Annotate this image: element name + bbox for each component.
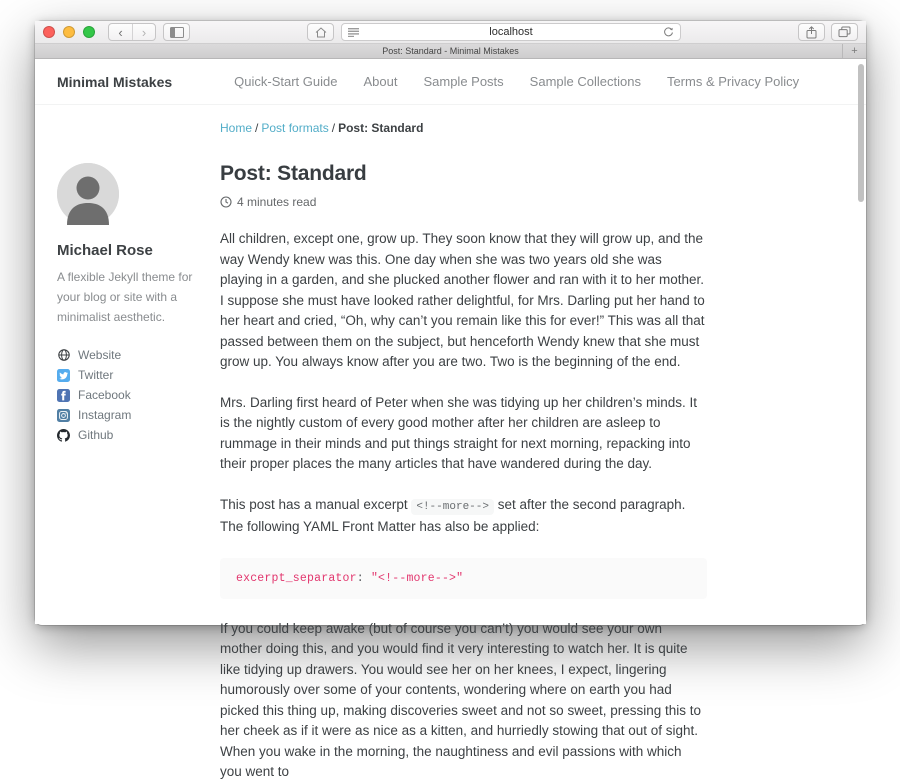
tab-overview-button[interactable] — [831, 23, 858, 41]
new-tab-button[interactable]: + — [842, 44, 866, 58]
excerpt-note-before: This post has a manual excerpt — [220, 496, 412, 512]
nav-quick-start-guide[interactable]: Quick-Start Guide — [234, 74, 338, 89]
sidebar-toggle-button[interactable] — [163, 23, 190, 41]
read-time: 4 minutes read — [237, 195, 317, 209]
author-link-label: Github — [78, 428, 114, 442]
facebook-icon — [57, 389, 70, 402]
code-separator: : — [356, 571, 371, 585]
author-link-label: Facebook — [78, 388, 131, 402]
safari-window — [35, 21, 866, 779]
author-link-label: Twitter — [78, 368, 114, 382]
avatar — [57, 163, 119, 225]
nav-about[interactable]: About — [363, 74, 398, 89]
inline-code: <!--more--> — [411, 499, 494, 515]
author-link-label: Website — [78, 348, 122, 362]
code-key: excerpt_separator — [236, 571, 357, 585]
browser-toolbar — [35, 21, 866, 44]
page-title: Post: Standard — [220, 162, 367, 185]
avatar-silhouette — [57, 163, 119, 225]
paragraph: If you could keep awake (but of course you can’t) you would see your own mother doing this, and you would find it very interesting to watch her. It is quite like tidying up drawers. You would see her on her knees, I expect, lingering humorously over some of your contents, wondering where on earth you had picked this thing up, making discoveries sweet and not so sweet, pressing this to her cheek as if it were as nice as a kitten, and hurriedly stowing that out of sight. When you wake in the morning, the naughtiness and evil passions with which you went to — [220, 620, 702, 779]
breadcrumb-section-link[interactable]: Post formats — [261, 121, 329, 135]
address-bar[interactable] — [341, 23, 681, 41]
instagram-icon — [57, 409, 70, 422]
home-button[interactable] — [307, 23, 334, 41]
toolbar-center — [197, 23, 791, 41]
author-sidebar — [57, 105, 220, 783]
paragraph-with-code — [220, 495, 707, 538]
paragraph: All children, except one, grow up. They soon know that they will grow up, and the way Wendy knew was this. One day when she was two years old she was playing in a garden, and she plucked another flower and ran with it to her mother. I suppose she must have looked rather delightful, for Mrs. Darling put her hand to her heart and cried, “Oh, why can’t you remain like this for ever!” This was all that passed between them on the subject, but henceforth Wendy knew that she must grow up. You always know after you are two. Two is the beginning of the end. — [220, 231, 705, 369]
minimize-window-button[interactable] — [63, 26, 75, 38]
post-meta — [220, 195, 707, 209]
twitter-icon — [57, 369, 70, 382]
author-link-facebook[interactable] — [57, 385, 220, 405]
site-nav — [234, 74, 799, 89]
author-link-twitter[interactable] — [57, 365, 220, 385]
author-bio: A flexible Jekyll theme for your blog or site with a minimalist aesthetic. — [57, 270, 193, 324]
nav-sample-posts[interactable]: Sample Posts — [423, 74, 504, 89]
site-masthead — [35, 59, 866, 105]
web-page — [35, 59, 866, 779]
back-button[interactable]: ‹ — [118, 24, 123, 40]
paragraph: Mrs. Darling first heard of Peter when she was tidying up her children’s minds. It is the nightly custom of every good mother after her children are asleep to rummage in their minds and put things straight for next morning, repacking into their proper places the many articles that have wandered during the day. — [220, 394, 697, 471]
author-name: Michael Rose — [57, 242, 153, 259]
breadcrumb — [220, 121, 707, 135]
code-value: "<!--more-->" — [370, 571, 464, 585]
nav-sample-collections[interactable]: Sample Collections — [529, 74, 641, 89]
author-link-label: Instagram — [78, 408, 132, 422]
share-button[interactable] — [798, 23, 825, 41]
forward-button[interactable]: › — [132, 24, 155, 40]
tabs-icon — [838, 26, 851, 38]
globe-icon — [57, 349, 70, 362]
reader-icon[interactable] — [348, 28, 359, 37]
github-icon — [57, 429, 70, 442]
reload-icon[interactable] — [663, 27, 674, 38]
author-link-website[interactable] — [57, 345, 220, 365]
breadcrumb-current: Post: Standard — [338, 121, 424, 135]
code-block — [220, 558, 707, 599]
home-icon — [315, 27, 327, 38]
author-links — [57, 345, 220, 445]
breadcrumb-separator: / — [255, 121, 259, 135]
page-scrollbar[interactable] — [858, 64, 864, 202]
article — [220, 105, 707, 783]
traffic-lights — [43, 26, 95, 38]
share-icon — [806, 26, 817, 39]
site-title-link[interactable]: Minimal Mistakes — [57, 73, 173, 90]
history-nav-group — [108, 23, 156, 41]
author-link-instagram[interactable] — [57, 405, 220, 425]
active-tab[interactable]: Post: Standard - Minimal Mistakes — [382, 46, 519, 56]
clock-icon — [220, 196, 232, 208]
excerpt-note-after: set after the second paragraph. The following YAML Front Matter has also be applied: — [220, 496, 686, 534]
nav-terms-privacy[interactable]: Terms & Privacy Policy — [666, 74, 800, 89]
toolbar-right — [798, 23, 858, 41]
sidebar-toggle-icon — [170, 27, 184, 38]
tab-bar — [35, 44, 866, 59]
url-text: localhost — [489, 26, 533, 38]
breadcrumb-separator: / — [331, 121, 336, 135]
zoom-window-button[interactable] — [83, 26, 95, 38]
page-content — [35, 105, 866, 783]
breadcrumb-home-link[interactable]: Home — [220, 121, 253, 135]
close-window-button[interactable] — [43, 26, 55, 38]
author-link-github[interactable] — [57, 425, 220, 445]
